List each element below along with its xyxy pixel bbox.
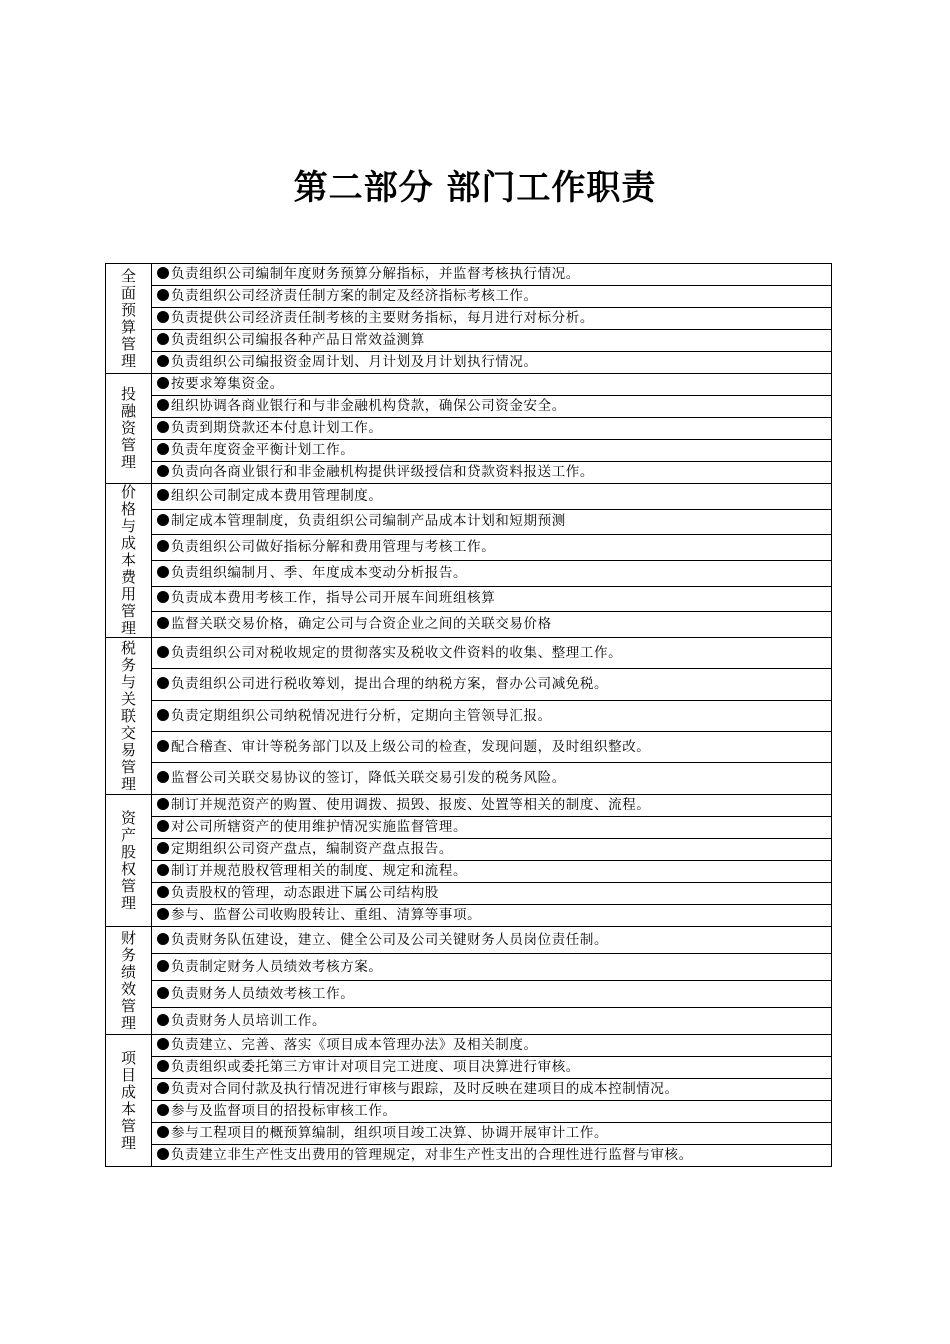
bullet-icon (157, 1014, 169, 1026)
duty-item (152, 286, 832, 308)
duty-item (152, 264, 832, 286)
duty-item (152, 638, 832, 669)
table-row (106, 418, 832, 440)
table-row (106, 839, 832, 861)
bullet-icon (157, 377, 169, 389)
category-label: 财务绩效管理 (120, 928, 136, 1032)
duty-item (152, 484, 832, 510)
duty-text: 负责财务人员培训工作。 (171, 1012, 327, 1029)
duty-text: 负责到期贷款还本付息计划工作。 (171, 420, 383, 436)
table-row (106, 795, 832, 817)
duty-text: 负责股权的管理，动态跟进下属公司结构股 (171, 885, 439, 901)
bullet-icon (157, 842, 169, 854)
duty-item (152, 1123, 832, 1145)
bullet-icon (157, 820, 169, 832)
duty-item (152, 308, 832, 330)
duty-text: 负责定期组织公司纳税情况进行分析，定期向主管领导汇报。 (171, 707, 552, 724)
duty-text: 负责组织公司经济责任制方案的制定及经济指标考核工作。 (171, 288, 538, 304)
category-cell (106, 374, 152, 484)
bullet-icon (157, 399, 169, 411)
duty-item (152, 701, 832, 732)
table-row (106, 1035, 832, 1057)
table-row (106, 374, 832, 396)
category-cell (106, 638, 152, 795)
duty-item (152, 1145, 832, 1167)
table-row (106, 669, 832, 701)
duty-text: 组织协调各商业银行和与非金融机构贷款，确保公司资金安全。 (171, 398, 566, 414)
table-row (106, 861, 832, 883)
bullet-icon (157, 617, 169, 629)
duty-item (152, 330, 832, 352)
duty-item (152, 954, 832, 981)
table-row (106, 396, 832, 418)
table-row (106, 560, 832, 586)
duty-text: 负责组织公司进行税收筹划，提出合理的纳税方案，督办公司减免税。 (171, 676, 609, 692)
duty-item (152, 462, 832, 484)
duty-text: 负责制定财务人员绩效考核方案。 (171, 958, 383, 975)
duty-item (152, 861, 832, 883)
table-row (106, 509, 832, 535)
duty-item (152, 440, 832, 462)
category-cell (106, 264, 152, 374)
category-label: 资产股权管理 (120, 808, 136, 912)
duty-text: 监督关联交易价格，确定公司与合资企业之间的关联交易价格 (171, 616, 552, 633)
bullet-icon (157, 443, 169, 455)
category-label: 全面预算管理 (120, 266, 136, 370)
duty-text: 负责组织公司编报各种产品日常效益测算 (171, 332, 425, 348)
duty-text: 监督公司关联交易协议的签订，降低关联交易引发的税务风险。 (171, 770, 566, 786)
duty-item (152, 612, 832, 638)
bullet-icon (157, 540, 169, 552)
bullet-icon (157, 591, 169, 603)
table-row (106, 264, 832, 286)
duty-item (152, 669, 832, 701)
duty-text: 负责财务队伍建设，建立、健全公司及公司关键财务人员岗位责任制。 (171, 931, 609, 948)
duty-item (152, 883, 832, 905)
table-row (106, 586, 832, 612)
duty-item (152, 1079, 832, 1101)
bullet-icon (157, 1038, 169, 1050)
bullet-icon (157, 908, 169, 920)
duty-item (152, 905, 832, 927)
duty-text: 组织公司制定成本费用管理制度。 (171, 487, 383, 504)
bullet-icon (157, 421, 169, 433)
table-row (106, 330, 832, 352)
bullet-icon (157, 646, 169, 658)
bullet-icon (157, 864, 169, 876)
duty-text: 参与及监督项目的招投标审核工作。 (171, 1103, 397, 1119)
category-label: 项目成本管理 (120, 1048, 136, 1152)
category-cell (106, 795, 152, 927)
duty-text: 负责提供公司经济责任制考核的主要财务指标，每月进行对标分析。 (171, 310, 594, 326)
duty-text: 负责向各商业银行和非金融机构提供评级授信和贷款资料报送工作。 (171, 464, 594, 480)
duty-item (152, 1035, 832, 1057)
table-row (106, 701, 832, 732)
duty-text: 负责组织公司对税收规定的贯彻落实及税收文件资料的收集、整理工作。 (171, 644, 623, 661)
category-cell (106, 1035, 152, 1167)
table-row (106, 352, 832, 374)
bullet-icon (157, 960, 169, 972)
duty-text: 负责成本费用考核工作，指导公司开展车间班组核算 (171, 590, 496, 607)
duty-text: 负责财务人员绩效考核工作。 (171, 985, 355, 1002)
duty-item (152, 396, 832, 418)
table-row (106, 440, 832, 462)
duty-text: 负责组织公司做好指标分解和费用管理与考核工作。 (171, 539, 496, 556)
table-row (106, 981, 832, 1008)
bullet-icon (157, 1060, 169, 1072)
duty-item (152, 535, 832, 561)
table-row (106, 883, 832, 905)
bullet-icon (157, 267, 169, 279)
duty-item (152, 981, 832, 1008)
table-row (106, 638, 832, 669)
bullet-icon (157, 465, 169, 477)
duty-text: 配合稽查、审计等税务部门以及上级公司的检查，发现问题，及时组织整改。 (171, 738, 651, 755)
bullet-icon (157, 709, 169, 721)
bullet-icon (157, 933, 169, 945)
table-row (106, 817, 832, 839)
table-row (106, 1123, 832, 1145)
bullet-icon (157, 566, 169, 578)
duty-item (152, 1057, 832, 1079)
category-label: 价格与成本费用管理 (120, 483, 136, 637)
bullet-icon (157, 489, 169, 501)
duty-item (152, 509, 832, 535)
duty-text: 负责建立、完善、落实《项目成本管理办法》及相关制度。 (171, 1037, 538, 1053)
duty-item (152, 795, 832, 817)
bullet-icon (157, 1148, 169, 1160)
table-row (106, 905, 832, 927)
duties-table (105, 263, 832, 1167)
duty-item (152, 817, 832, 839)
bullet-icon (157, 1126, 169, 1138)
bullet-icon (157, 798, 169, 810)
bullet-icon (157, 289, 169, 301)
duty-text: 负责建立非生产性支出费用的管理规定，对非生产性支出的合理性进行监督与审核。 (171, 1147, 693, 1163)
duty-item (152, 586, 832, 612)
table-row (106, 927, 832, 954)
bullet-icon (157, 333, 169, 345)
duty-text: 参与、监督公司收购股转让、重组、清算等事项。 (171, 907, 482, 923)
table-row (106, 1008, 832, 1035)
duty-text: 制订并规范资产的购置、使用调拨、损毁、报废、处置等相关的制度、流程。 (171, 797, 651, 813)
duty-text: 制定成本管理制度，负责组织公司编制产品成本计划和短期预测 (171, 513, 566, 530)
table-row (106, 484, 832, 510)
category-cell (106, 484, 152, 638)
duty-text: 负责组织公司编制年度财务预算分解指标，并监督考核执行情况。 (171, 266, 580, 282)
duty-item (152, 374, 832, 396)
bullet-icon (157, 1104, 169, 1116)
bullet-icon (157, 771, 169, 783)
duty-item (152, 352, 832, 374)
bullet-icon (157, 740, 169, 752)
table-row (106, 535, 832, 561)
category-label: 税务与关联交易管理 (120, 638, 136, 793)
table-row (106, 732, 832, 763)
bullet-icon (157, 514, 169, 526)
duty-item (152, 732, 832, 763)
table-row (106, 308, 832, 330)
duty-item (152, 1008, 832, 1035)
bullet-icon (157, 311, 169, 323)
duty-text: 对公司所辖资产的使用维护情况实施监督管理。 (171, 819, 468, 835)
duty-text: 参与工程项目的概预算编制，组织项目竣工决算、协调开展审计工作。 (171, 1125, 609, 1141)
table-row (106, 763, 832, 795)
table-row (106, 1057, 832, 1079)
table-row (106, 1145, 832, 1167)
table-row (106, 462, 832, 484)
table-row (106, 954, 832, 981)
duty-item (152, 560, 832, 586)
duty-item (152, 927, 832, 954)
category-cell (106, 927, 152, 1035)
bullet-icon (157, 886, 169, 898)
bullet-icon (157, 987, 169, 999)
duty-item (152, 839, 832, 861)
table-row (106, 612, 832, 638)
table-row (106, 1079, 832, 1101)
page-title: 第二部分 部门工作职责 (293, 168, 657, 208)
duty-item (152, 1101, 832, 1123)
duty-text: 负责组织或委托第三方审计对项目完工进度、项目决算进行审核。 (171, 1059, 580, 1075)
table-row (106, 1101, 832, 1123)
category-label: 投融资管理 (120, 385, 136, 471)
duty-text: 负责组织公司编报资金周计划、月计划及月计划执行情况。 (171, 354, 538, 370)
duty-text: 负责对合同付款及执行情况进行审核与跟踪，及时反映在建项目的成本控制情况。 (171, 1081, 679, 1097)
duty-text: 定期组织公司资产盘点，编制资产盘点报告。 (171, 841, 453, 857)
duty-text: 负责组织编制月、季、年度成本变动分析报告。 (171, 564, 468, 581)
duty-text: 负责年度资金平衡计划工作。 (171, 442, 355, 458)
duty-item (152, 418, 832, 440)
bullet-icon (157, 677, 169, 689)
duty-item (152, 763, 832, 795)
table-row (106, 286, 832, 308)
bullet-icon (157, 1082, 169, 1094)
duty-text: 按要求筹集资金。 (171, 376, 284, 392)
duty-text: 制订并规范股权管理相关的制度、规定和流程。 (171, 863, 468, 879)
bullet-icon (157, 355, 169, 367)
